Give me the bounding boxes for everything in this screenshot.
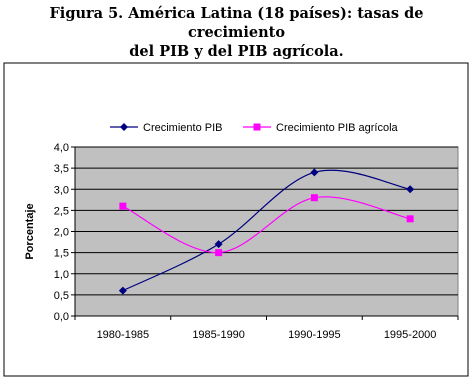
x-tick-label: 1985-1990 (192, 329, 245, 341)
x-tick-label: 1995-2000 (383, 329, 437, 341)
y-tick-label: 0,0 (53, 311, 69, 323)
y-tick-labels (54, 142, 69, 323)
y-tick-label: 3,5 (53, 163, 69, 176)
data-point (311, 194, 318, 201)
x-tick-label: 1990-1995 (288, 329, 341, 341)
data-point (119, 203, 126, 210)
data-point (407, 215, 414, 222)
legend-marker (254, 124, 261, 131)
y-tick-label: 1,5 (53, 247, 69, 260)
figure-title-line1: Figura 5. América Latina (18 países): tasas de crecimiento (49, 5, 424, 41)
y-tick-label: 0,5 (53, 289, 69, 302)
y-tick-label: 3,0 (53, 184, 69, 197)
legend-label: Crecimiento PIB (143, 122, 223, 134)
y-tick-label: 1,0 (53, 268, 69, 281)
y-tick-label: 4,0 (53, 142, 69, 154)
legend-label: Crecimiento PIB agrícola (276, 122, 398, 134)
y-tick-label: 2,0 (53, 226, 69, 239)
figure-title-line2: del PIB y del PIB agrícola. (129, 43, 344, 60)
y-axis-label: Porcentaje (24, 203, 36, 260)
y-tick-label: 2,5 (53, 205, 69, 218)
x-tick-label: 1980-1985 (96, 329, 150, 341)
data-point (215, 249, 222, 256)
